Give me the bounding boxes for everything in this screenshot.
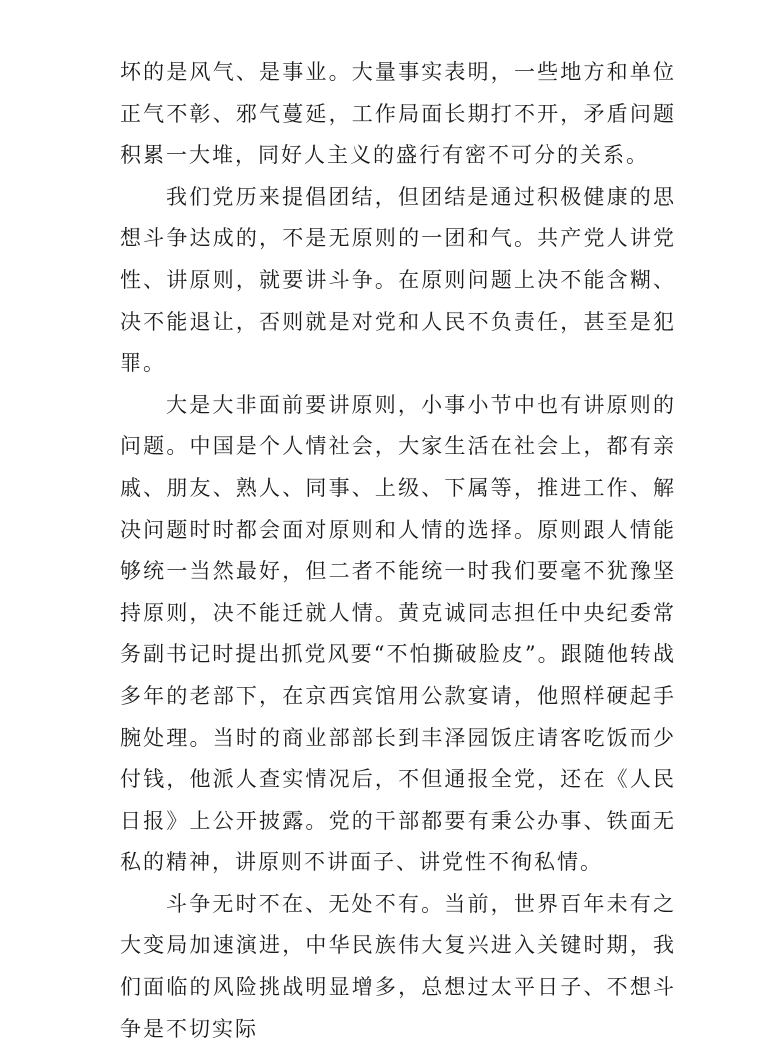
paragraph-2: 我们党历来提倡团结，但团结是通过积极健康的思想斗争达成的，不是无原则的一团和气。共产党人讲党性、讲原则，就要讲斗争。在原则问题上决不能含糊、决不能退让，否则就是对党和人民不负责任，甚至是犯罪。 (120, 184, 676, 376)
paragraph-4: 斗争无时不在、无处不有。当前，世界百年未有之大变局加速演进，中华民族伟大复兴进入关键时期，我们面临的风险挑战明显增多，总想过太平日子、不想斗争是不切实际 (120, 891, 676, 1041)
paragraph-3: 大是大非面前要讲原则，小事小节中也有讲原则的问题。中国是个人情社会，大家生活在社会上，都有亲戚、朋友、熟人、同事、上级、下属等，推进工作、解决问题时时都会面对原则和人情的选择。原则跟人情能够统一当然最好，但二者不能统一时我们要毫不犹豫坚持原则，决不能迁就人情。黄克诚同志担任中央纪委常务副书记时提出抓党风要“不怕撕破脸皮”。跟随他转战多年的老部下，在京西宾馆用公款宴请，他照样硬起手腕处理。当时的商业部部长到丰泽园饭庄请客吃饭而少付钱，他派人查实情况后，不但通报全党，还在《人民日报》上公开披露。党的干部都要有秉公办事、铁面无私的精神，讲原则不讲面子、讲党性不徇私情。 (120, 392, 676, 875)
paragraph-1: 坏的是风气、是事业。大量事实表明，一些地方和单位正气不彰、邪气蔓延，工作局面长期打不开，矛盾问题积累一大堆，同好人主义的盛行有密不可分的关系。 (120, 60, 676, 168)
document-page (120, 52, 676, 1050)
